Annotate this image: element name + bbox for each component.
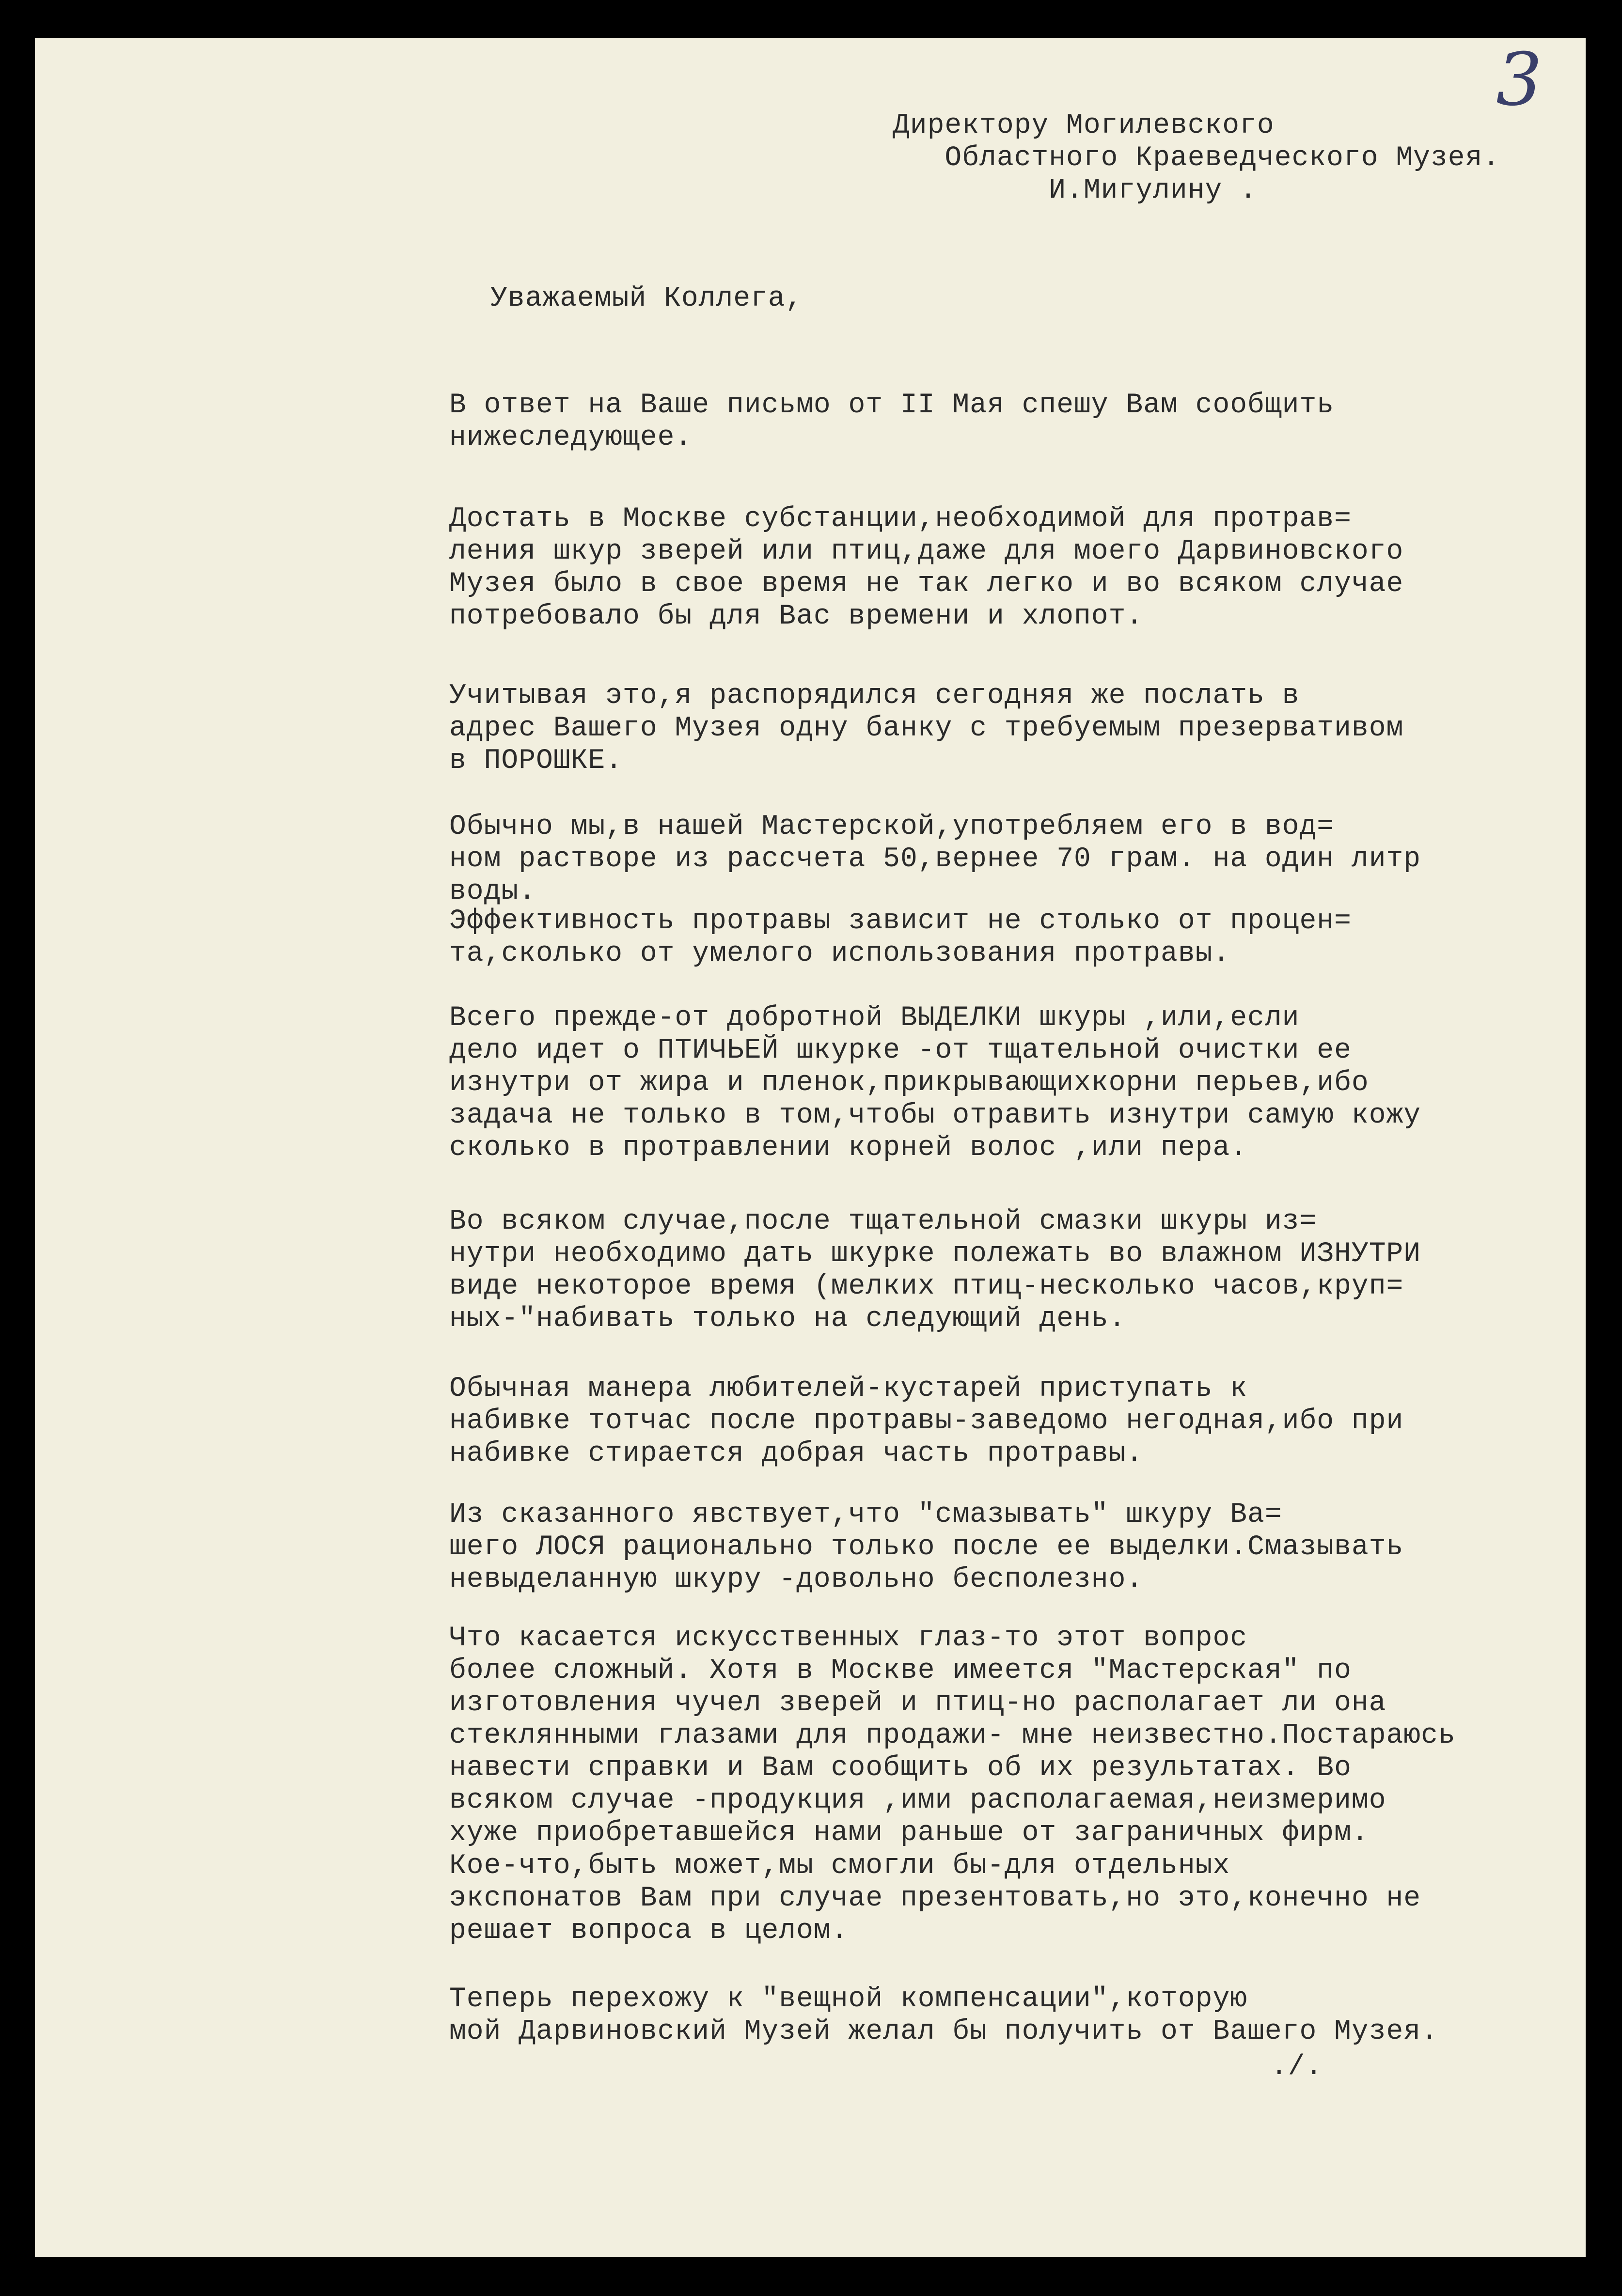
- paragraph: Учитывая это,я распорядился сегодняя же послать в адрес Вашего Музея одну банку с требуемым презервативом в ПОРОШКЕ.: [449, 680, 1404, 777]
- paragraph: Теперь перехожу к "вещной компенсации",которую мой Дарвиновский Музей желал бы получить от Вашего Музея.: [449, 1984, 1438, 2047]
- handwritten-page-number: 3: [1496, 38, 1543, 122]
- paragraph: Обычно мы,в нашей Мастерской,употребляем его в вод= ном растворе из рассчета 50,вернее 70 грам. на один литр воды.: [449, 811, 1421, 907]
- continuation-mark: ./.: [1271, 2051, 1323, 2083]
- paragraph: Достать в Москве субстанции,необходимой для протрав= ления шкур зверей или птиц,даже для моего Дарвиновского Музея было в свое время не так легко и во всяком случае потребовало бы для Вас времени и хлопот.: [449, 503, 1404, 632]
- paragraph: Всего прежде-от добротной ВЫДЕЛКИ шкуры ,или,если дело идет о ПТИЧЬЕЙ шкурке -от тщательной очистки ее изнутри от жира и пленок,прикрывающихкорни перьев,ибо задача не только в том,чтобы отравить изнутри самую кожу сколько в протравлении корней волос ,или пера.: [449, 1002, 1421, 1164]
- document-page: [35, 38, 1586, 2257]
- paragraph: В ответ на Ваше письмо от II Мая спешу Вам сообщить нижеследующее.: [449, 390, 1335, 453]
- paragraph: Из сказанного явствует,что "смазывать" шкуру Ва= шего ЛОСЯ рационально только после ее выделки.Смазывать невыделанную шкуру -довольно бесполезно.: [449, 1499, 1404, 1595]
- paragraph: Что касается искусственных глаз-то этот вопрос более сложный. Хотя в Москве имеется "Мастерская" по изготовления чучел зверей и птиц-но располагает ли она стеклянными глазами для продажи- мне неизвестно.Постараюсь навести справки и Вам сообщить об их результатах. Во всяком случае -продукция ,ими располагаемая,неизмеримо хуже приобретавшейся нами раньше от заграничных фирм.: [449, 1623, 1456, 1849]
- paragraph: Кое-что,быть может,мы смогли бы-для отдельных экспонатов Вам при случае презентовать,но это,конечно не решает вопроса в целом.: [449, 1850, 1421, 1947]
- paragraph: Эффективность протравы зависит не столько от процен= та,сколько от умелого использования протравы.: [449, 906, 1352, 969]
- paragraph: Обычная манера любителей-кустарей приступать к набивке тотчас после протравы-заведомо негодная,ибо при набивке стирается добрая часть протравы.: [449, 1373, 1404, 1469]
- paragraph: Во всяком случае,после тщательной смазки шкуры из= нутри необходимо дать шкурке полежать во влажном ИЗНУТРИ виде некоторое время (мелких птиц-несколько часов,круп= ных-"набивать только на следующий день.: [449, 1206, 1421, 1335]
- addressee-block: Директору Могилевского Областного Краеведческого Музея. И.Мигулину .: [893, 110, 1500, 206]
- salutation: Уважаемый Коллега,: [490, 283, 803, 314]
